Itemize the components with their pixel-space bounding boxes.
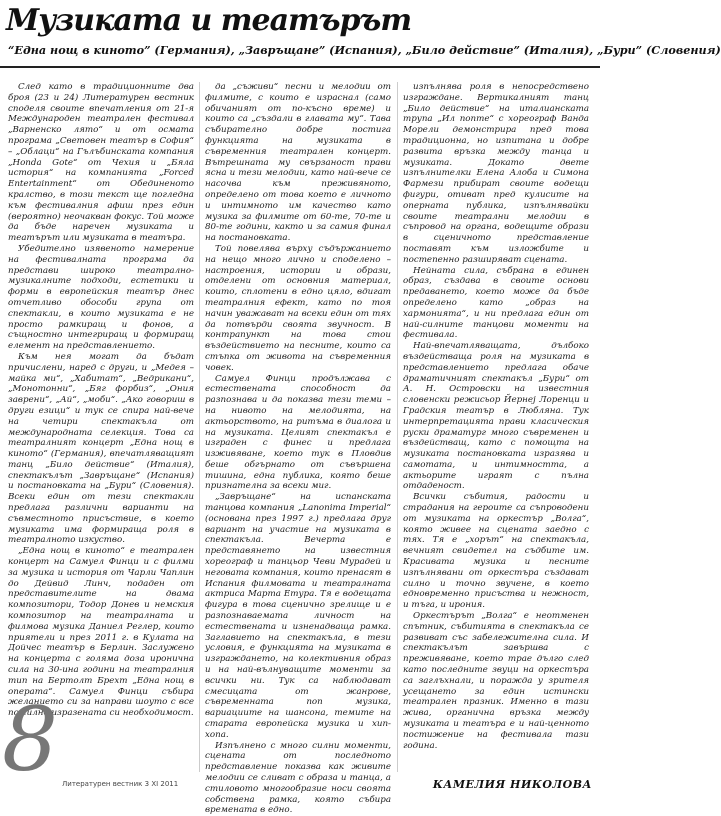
paragraph: Самуел Финци продължава с естествената способност да разпознава и да показва тези теми – на нивото на мелодията, на актьорството, на ритъма в диалога и на музиката. Целият спектакъл е изграден с финес и предлага изживяване, което тук в Пловдив беше обгърнато от съвършена тишина, една публика, която беше признателна за всеки миг.	[205, 373, 391, 492]
paragraph: Той повелява върху съдържанието на нещо много лично и споделено – настроения, истории и образи, отделени от основния материал, които, сплотени в едно цяло, вдигат театралния ефект, като по тоя начин уважават на всеки един от тях да потвърди своята звучност. В контрапункт на това стои въздействието на песните, които са стъпка от живота на съвременния човек.	[205, 243, 391, 373]
header-rule	[0, 66, 600, 68]
paragraph: След като в традиционните два броя (23 и 24) Литературен вестник споделя своите впечатления от 21-я Международен театрален фестивал „Варненско лято“ и от осмата програма „Световен театър в София“ – „Облаци“ на Гълъбинската компания „Honda Gote“ от Чехия и „Бяла история“ на компанията „Forced Entertainment“ от Обединеното кралство, в този текст ще погледна към фестивалния афиш през един (вероятно) неочакван фокус. Той може да бъде наречен музиката и театърът или музиката в театъра.	[8, 82, 194, 244]
column-divider	[199, 82, 200, 772]
paragraph: „Завръщане“ на испанската танцова компания „Lanonima Imperial“ (основана през 1997 г.) предлага друг вариант на участие на музиката в спектакъла. Вечерта е представянето на известния хореограф и танцьор Чеви Мурадей и неговата компания, които пренасят в Испания филмовата и театралната актриса Марта Етура. Тя е водещата фигура в това сценично зрелище и е разпознаваемата личност на естествената и изненадваща рамка. Заглавието на спектакъла, в тези условия, е функцията на музиката в изграждането, на колективния образ и на най-вълнуващите моменти за всички ни. Тук са наблюдават смесицата от жанрове, съвременната поп музика, вариациите на шансона, темите на старата европейска музика и хип-хопа.	[205, 492, 391, 740]
paragraph: Към нея могат да бъдат причислени, наред с други, и „Медея – майка ми“, „Хабитат“, „Ведрикани“, „Монотонни“, „Бяг форбиз“, „Ония заврени“, „Ай“, „моби“. „Ако говориш в други езици“ и тук се спира най-вече на четири спектакъла от международната селекция. Това са театралният концерт „Една нощ в киното“ (Германия), впечатляващият танц „Било действие“ (Италия), спектакълът „Завръщане“ (Испания) и постановката на „Бури“ (Словения). Всеки един от тези спектакли предлага различни варианти на съвместното присъствие, в което музиката има формираща роля в театралното изкуство.	[8, 351, 194, 546]
article-subtitle: “Една нощ в киното” (Германия), „Завръщане” (Испания), „Било действие” (Италия), „Бури” (Словения)	[8, 43, 721, 57]
paragraph: Изпълнено с много силни моменти, сцената от последното представление показва как живите мелодии се сливат с образа и танца, а стиловото многообразие носи своята собствена рамка, която събира времената в едно.	[205, 740, 391, 816]
column-3	[403, 82, 589, 772]
paragraph: изпълнява роля в непосредствено изграждане. Вертикалният танц „Било действие“ на италианската трупа „Ил попте“ с хореограф Ванда Морели демонстрира пред това традиционна, но изпитана и добре развита връзка между танца и музиката. Докато двете изпълнителки Елена Алоба и Симона Фармези прибират своите водещи фигури, отиват пред кулисите на оперната публика, изпълнявайки своите театрални мелодии в съпровод на органа, водещите образи в сценичното представление поставят към изложбите и постепенно разширяват сцената.	[403, 82, 589, 265]
column-2	[205, 82, 391, 816]
paragraph: Всички събития, радости и страдания на героите са съпроводени от музиката на оркестър „Волга“, която живее на сцената заедно с тях. Тя е „хорът“ на спектакъла, вечният свидетел на съдбите им. Красивата музика и песните изпълнявани от оркестъра създават силно и точно звучене, в което едновременно присъства и нежност, и тъга, и ирония.	[403, 492, 589, 611]
paragraph: „Една нощ в киното“ е театрален концерт на Самуел Финци и с филми за музика и история от Чарли Чаплин до Дейвид Линч, подаден от представителите на двама композитори, Тодор Донев и немския композитор на театралната и филмова музика Даниел Реглер, които приятели и през 2011 г. в Кулата на Дойчес театър в Берлин. Заслужено на концерта с голяма доза иронична сила на 30-ина години на театралния тип на Бертолт Брехт „Една нощ в операта“. Самуел Финци събира желанието си за направи шоуто с все по-силно изразената си необходимост.	[8, 546, 194, 719]
paragraph: Най-впечатляващата, дълбоко въздействаща роля на музиката в представлението предлага обаче драматичният спектакъл „Бури“ от А. Н. Островски на известния словенски режисьор Йернеј Лоренци и Градския театър в Любляна. Тук интерпретацията прави класическия руски драматург много съвременен и въздействащ, като с помощта на музиката постановката изразява и самотата, и интимността, а актьорите играят с пълна отдаденост.	[403, 341, 589, 492]
paragraph: Убедително изявеното намерение на фестивалната програма да представи широко театрално-музикалните подходи, естетики и форми в европейския театър днес отчетливо обособи група от спектакли, в които музиката е не просто рамкиращ и фонов, а същностно интегриращ и формиращ елемент на представлението.	[8, 243, 194, 352]
paragraph: да „съживи“ песни и мелодии от филмите, с които е израснал (само обичаният от по-късно време) и които са „създали в главата му“. Тава събирателно добре постига функцията на музиката в съвременния театрален концерт. Вътрешната му свързаност прави ясна и тези мелодии, като най-вече се насочва към преживяното, определено от това което е личното и интимното им качество като музика за филмите от 60-те, 70-те и 80-те години, както и за самия финал на постановката.	[205, 82, 391, 244]
column-divider	[397, 82, 398, 772]
author-name: КАМЕЛИЯ НИКОЛОВА	[432, 778, 592, 791]
paragraph: Оркестърът „Волга“ е неотменен спътник, събитията в спектакъла се развиват със забележителна сила. И спектакълът завършва с преживяване, което трае дълго след като последните звуци на оркестъра са заглъхнали, и поражда у зрителя усещането за един истински театрален празник. Именно в тази жива, органична връзка между музиката и театъра е и най-ценното постижение на фестивала тази година.	[403, 611, 589, 751]
article-title: Музиката и театърът	[6, 3, 412, 38]
issue-info: Литературен вестник 3 ХІ 2011	[62, 780, 179, 788]
page-number: 8	[2, 688, 58, 791]
paragraph: Нейната сила, събрана в единен образ, създава в своите основи предаването, което може да бъде определено като „образ на хармонията“, и ни предлага един от най-силните танцови моменти на фестивала.	[403, 265, 589, 341]
column-1	[8, 82, 194, 772]
